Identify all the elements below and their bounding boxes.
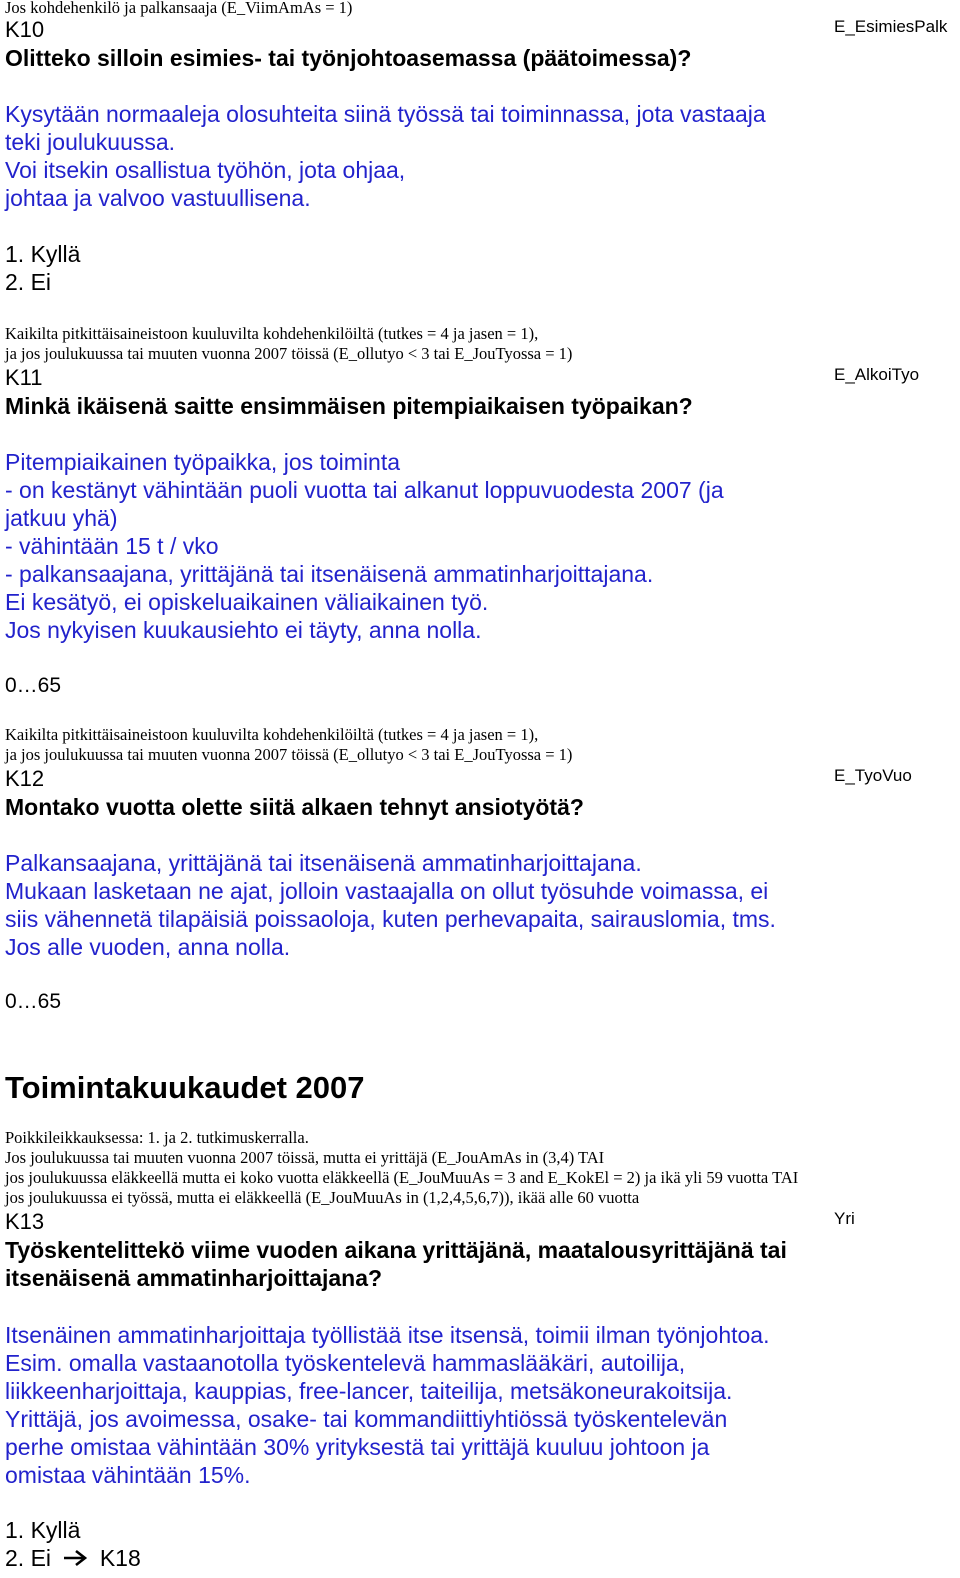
k11-code: K11 [5,365,43,390]
k11-variable: E_AlkoiTyo [834,365,920,384]
k11-instruction-line: Pitempiaikainen työpaikka, jos toiminta [5,449,401,475]
k10-question: Olitteko silloin esimies- tai työnjohtoasemassa (päätoimessa)? [5,45,692,71]
k11-condition-line: ja jos joulukuussa tai muuten vuonna 2007 töissä (E_ollutyo < 3 tai E_JouTyossa = 1) [5,344,573,363]
k13-options [5,1516,141,1572]
k13-option-no-row [5,1544,141,1572]
k12-condition-line: Kaikilta pitkittäisaineistoon kuuluvilta kohdehenkilöiltä (tutkes = 4 ja jasen = 1), [5,725,539,744]
k13-option-no: 2. Ei [5,1545,52,1571]
k11-instruction-line: - vähintään 15 t / vko [5,533,219,559]
k10-option-no: 2. Ei [5,269,52,295]
k13-option-yes: 1. Kyllä [5,1517,81,1543]
k10-instruction-line: Voi itsekin osallistua työhön, jota ohjaa, [5,157,406,183]
k11-instruction-line: - palkansaajana, yrittäjänä tai itsenäisenä ammatinharjoittajana. [5,561,654,587]
k12-condition-line: ja jos joulukuussa tai muuten vuonna 2007 töissä (E_ollutyo < 3 tai E_JouTyossa = 1) [5,745,573,764]
k11-instructions [5,448,724,644]
k13-instruction-line: perhe omistaa vähintään 30% yrityksestä tai yrittäjä kuuluu johtoon ja [5,1434,710,1460]
section-title: Toimintakuukaudet 2007 [5,1070,365,1105]
k12-conditions [5,725,572,765]
k10-options [5,240,80,296]
k12-instruction-line: Mukaan lasketaan ne ajat, jolloin vastaajalla on ollut työsuhde voimassa, ei [5,878,769,904]
k13-instruction-line: Esim. omalla vastaanotolla työskentelevä hammaslääkäri, autoilija, [5,1350,686,1376]
k11-question: Minkä ikäisenä saitte ensimmäisen pitempiaikaisen työpaikan? [5,393,693,419]
k13-instruction-line: Yrittäjä, jos avoimessa, osake- tai kommandiittiyhtiössä työskentelevän [5,1406,728,1432]
k12-question: Montako vuotta olette siitä alkaen tehnyt ansiotyötä? [5,794,584,820]
k13-condition-line: jos joulukuussa eläkkeellä mutta ei koko vuotta eläkkeellä (E_JouMuuAs = 3 and E_KokEl = 2) ja ikä yli 59 vuotta TAI [5,1168,799,1187]
k10-option-yes: 1. Kyllä [5,241,81,267]
k10-variable: E_EsimiesPalk [834,17,948,36]
k13-instruction-line: Itsenäinen ammatinharjoittaja työllistää itse itsensä, toimii ilman työnjohtoa. [5,1322,770,1348]
k13-variable: Yri [834,1209,855,1228]
k13-condition-line: Jos joulukuussa tai muuten vuonna 2007 töissä, mutta ei yrittäjä (E_JouAmAs in (3,4) TAI [5,1148,605,1167]
k13-question-line: itsenäisenä ammatinharjoittajana? [5,1265,383,1291]
k10-code: K10 [5,17,45,42]
k13-instruction-line: liikkeenharjoittaja, kauppias, free-lancer, taiteilija, metsäkoneurakoitsija. [5,1378,733,1404]
k13-instruction-line: omistaa vähintään 15%. [5,1462,251,1488]
k10-instructions [5,100,766,212]
k13-goto-target: K18 [99,1545,141,1571]
k11-instruction-line: Jos nykyisen kuukausiehto ei täyty, anna nolla. [5,617,482,643]
k13-conditions [5,1128,798,1208]
k13-question [5,1236,787,1292]
k12-instruction-line: Jos alle vuoden, anna nolla. [5,934,291,960]
k11-instruction-line: - on kestänyt vähintään puoli vuotta tai alkanut loppuvuodesta 2007 (ja [5,477,724,503]
k12-instruction-line: Palkansaajana, yrittäjänä tai itsenäisenä ammatinharjoittajana. [5,850,642,876]
k12-variable: E_TyoVuo [834,766,912,785]
k10-instruction-line: johtaa ja valvoo vastuullisena. [5,185,311,211]
k13-instructions [5,1321,770,1489]
top-condition: Jos kohdehenkilö ja palkansaaja (E_ViimAmAs = 1) [5,0,353,17]
k11-condition-line: Kaikilta pitkittäisaineistoon kuuluvilta kohdehenkilöiltä (tutkes = 4 ja jasen = 1), [5,324,539,343]
k11-instruction-line: jatkuu yhä) [5,505,118,531]
k12-range: 0…65 [5,990,62,1013]
k11-range: 0…65 [5,674,62,697]
k11-instruction-line: Ei kesätyö, ei opiskeluaikainen väliaikainen työ. [5,589,489,615]
k12-code: K12 [5,766,45,791]
k13-condition-line: Poikkileikkauksessa: 1. ja 2. tutkimuskerralla. [5,1128,309,1147]
k10-instruction-line: Kysytään normaaleja olosuhteita siinä työssä tai toiminnassa, jota vastaaja [5,101,766,127]
k13-code: K13 [5,1209,45,1234]
k12-instructions [5,849,776,961]
k12-instruction-line: siis vähennetä tilapäisiä poissaoloja, kuten perhevapaita, sairauslomia, tms. [5,906,776,932]
right-arrow-icon [63,1549,89,1567]
k10-instruction-line: teki joulukuussa. [5,129,176,155]
k13-condition-line: jos joulukuussa ei työssä, mutta ei eläkkeellä (E_JouMuuAs in (1,2,4,5,6,7)), ikää alle 60 vuotta [5,1188,640,1207]
k13-question-line: Työskentelittekö viime vuoden aikana yrittäjänä, maatalousyrittäjänä tai [5,1237,787,1263]
k11-conditions [5,324,572,364]
